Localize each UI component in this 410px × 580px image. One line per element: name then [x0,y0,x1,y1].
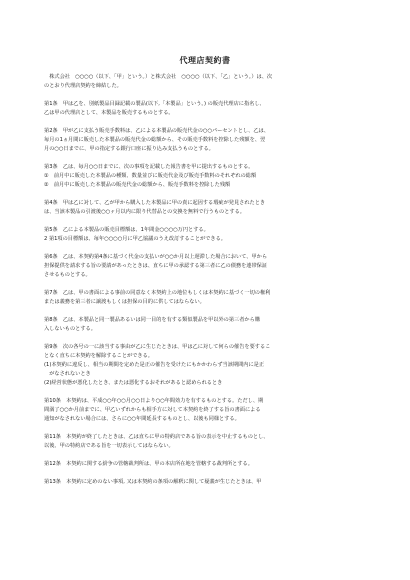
paragraph-line: となく直ちに本契約を解除することができる。 [44,353,153,359]
paragraph-line: は、当該本製品の引渡後○○ヶ月以内に限り代替品との交換を無料で行うものとする。 [44,209,245,215]
paragraph-line: (2)経営状態が悪化したとき、または悪化するおそれがあると認められるとき [44,380,223,386]
paragraph-line: 第12条 本契約に関する紛争の管轄裁判所は、甲の本店所在地を管轄する裁判所とする。 [44,461,253,467]
paragraph-line: 担保提供を請求する旨の要請があったときは、直ちに甲の承認する第三者に乙の債務を連帯保証 [44,263,268,269]
paragraph-art4 [44,199,376,217]
paragraph-art6 [44,253,376,280]
paragraph-line: がなされないとき [44,371,91,377]
paragraph-line: 通知がなされない場合には、さらに○○年間延長するものとし、以後も同様とする。 [44,416,240,422]
paragraph-line: ① 前月中に販売した本製品の種類、数量並びに販売代金及び販売手数料のそれぞれの総額 [44,173,257,179]
paragraph-art2 [44,127,376,154]
paragraph-line: 第8条 乙は、本製品と同一製品あるいは同一目的を有する類似製品を甲以外の第三者から購 [44,317,260,323]
paragraph-line: 月の○○日までに、甲の指定する銀行口座に振り込み支払うものとする。 [44,146,214,152]
paragraph-art5 [44,226,376,244]
paragraph-art12 [44,460,376,469]
paragraph-line: 第9条 次の各号の一に該当する事由が乙に生じたときは、甲は乙に対して何らの催告を要するこ [44,344,271,350]
paragraph-line: または義務を第三者に譲渡もしくは担保の目的に供してはならない。 [44,299,205,305]
paragraph-art3 [44,163,376,190]
paragraph-art13 [44,478,376,487]
paragraph-art1 [44,100,376,118]
paragraph-art10 [44,397,376,424]
paragraph-art7 [44,289,376,307]
paragraph-line: 第10条 本契約は、平成○○年○○月○○日より○○年間効力を有するものとする。ただし、期 [44,398,264,404]
paragraph-line: 第11条 本契約が終了したときは、乙は直ちに甲の特約店である旨の表示を中止するものとし、 [44,434,269,440]
paragraph-line: 第1条 甲は乙を、別紙製品目録記載の製品(以下,「本製品」という。) の販売代理店に指名し、 [44,101,265,107]
paragraph-line: 以後、甲の特約店である旨を一切表示してはならない。 [44,443,174,449]
paragraph-line: ② 前月中に販売した本製品の販売代金の総額から、販売手数料を控除した残額 [44,182,231,188]
document-title: 代理店契約書 [179,56,231,65]
paragraph-art11 [44,433,376,451]
paragraph-line: 第3条 乙は、毎月○○日までに、次の事項を記載した報告書を甲に提出するものとする。 [44,164,254,170]
paragraph-line: 第6条 乙は、本契約第4条に基づく代金の支払いが○○か月以上遅滞した場合において、甲から [44,254,268,260]
document-body [44,73,376,487]
paragraph-line: 第5条 乙による本製品の販売目標額は、1年間金○○○○万円とする。 [44,227,209,233]
paragraph-line: 間満了○○か月前までに、甲乙いずれからも相手方に対して本契約を終了する旨の書面による [44,407,261,413]
paragraph-line: のとおり代理店契約を締結した。 [44,83,122,89]
paragraph-line: 第13条 本契約に定めのない事項, 又は本契約の条項の解釈に関して疑義が生じたときは、甲 [44,479,262,485]
paragraph-line: 毎月の1ヵ月間に販売した本製品の販売代金の総額から、その販売手数料を控除した残額を、翌 [44,137,266,143]
paragraph-line: させるものとする。 [44,272,91,278]
paragraph-line: 入しないものとする。 [44,326,96,332]
paragraph-art9 [44,343,376,388]
paragraph-line: 第7条 乙は、甲の書面による事前の同意なく本契約上の地位もしくは本契約に基づく一切の権利 [44,290,271,296]
paragraph-line: 第4条 甲は乙に対して、乙が甲から購入した本製品に甲の責に起因する瑕疵が発見されたとき [44,200,266,206]
paragraph-line: (1)本契約に違反し、相当の期間を定めた是正の催告を受けたにもかかわらず当該期間内に是正 [44,362,265,368]
paragraph-line: 第2条 甲が乙に支払う販売手数料は、乙による本製品の販売代金の○○パーセントとし、乙は、 [44,128,269,134]
paragraph-line: 株式会社 ○○○○（以下、「甲」という。）と株式会社 ○○○○（以下、「乙」という。）は、次 [44,74,273,80]
paragraph-line: 2 第1項の目標額は、毎年○○○○月に甲乙協議のうえ改訂することができる。 [44,236,226,242]
paragraph-line: 乙は甲の代理店として、本製品を販売するものとする。 [44,110,174,116]
paragraph-intro [44,73,376,91]
paragraph-art8 [44,316,376,334]
